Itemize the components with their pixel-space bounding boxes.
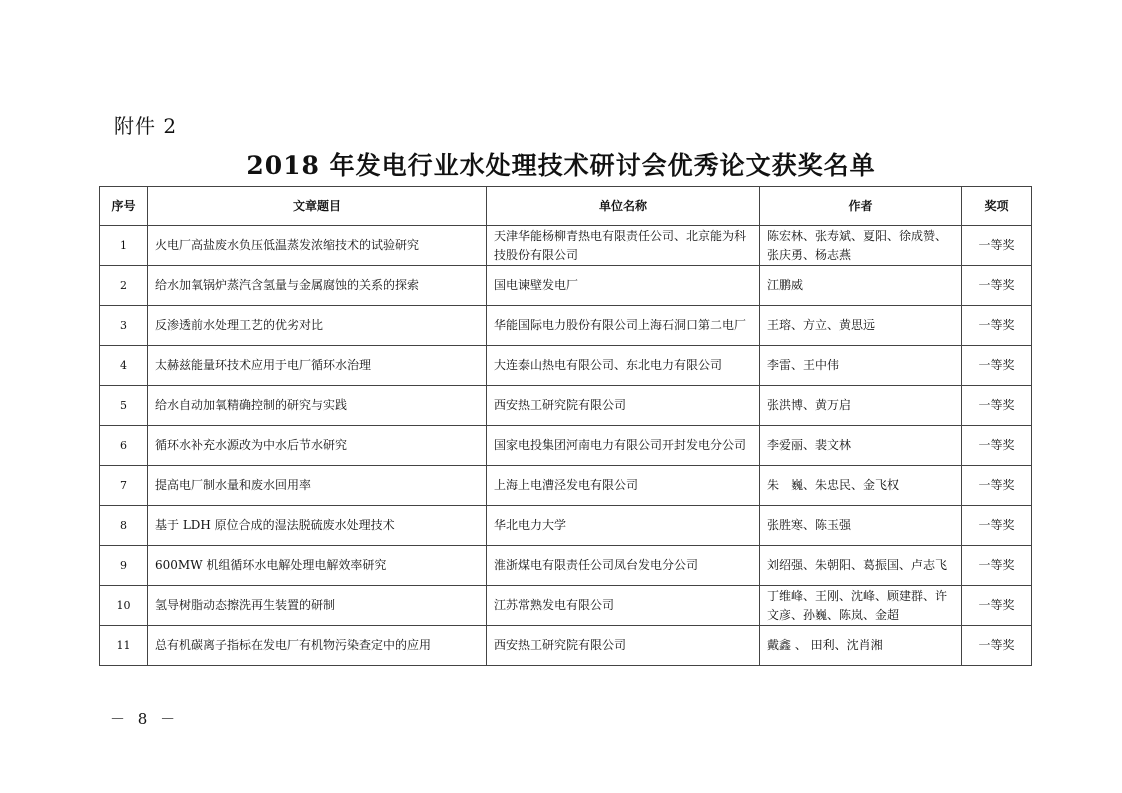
cell-award: 一等奖: [962, 426, 1032, 466]
cell-unit: 上海上电漕泾发电有限公司: [487, 466, 760, 506]
cell-no: 10: [100, 586, 148, 626]
cell-title: 给水加氧锅炉蒸汽含氢量与金属腐蚀的关系的探索: [148, 266, 487, 306]
cell-title: 提高电厂制水量和废水回用率: [148, 466, 487, 506]
cell-no: 8: [100, 506, 148, 546]
column-header-award: 奖项: [962, 187, 1032, 226]
cell-title: 太赫兹能量环技术应用于电厂循环水治理: [148, 346, 487, 386]
cell-award: 一等奖: [962, 626, 1032, 666]
cell-award: 一等奖: [962, 226, 1032, 266]
cell-authors: 王瑢、方立、黄思远: [760, 306, 962, 346]
cell-no: 1: [100, 226, 148, 266]
cell-award: 一等奖: [962, 306, 1032, 346]
cell-unit: 华北电力大学: [487, 506, 760, 546]
cell-title: 600MW 机组循环水电解处理电解效率研究: [148, 546, 487, 586]
cell-authors: 戴鑫 、 田利、沈肖湘: [760, 626, 962, 666]
cell-title: 总有机碳离子指标在发电厂有机物污染查定中的应用: [148, 626, 487, 666]
cell-no: 5: [100, 386, 148, 426]
cell-authors: 李爱丽、裴文林: [760, 426, 962, 466]
cell-unit: 华能国际电力股份有限公司上海石洞口第二电厂: [487, 306, 760, 346]
table-row: [100, 546, 1032, 586]
table-row: [100, 426, 1032, 466]
cell-title: 火电厂高盐废水负压低温蒸发浓缩技术的试验研究: [148, 226, 487, 266]
column-header-unit: 单位名称: [487, 187, 760, 226]
cell-authors: 张胜寒、陈玉强: [760, 506, 962, 546]
cell-authors: 刘绍强、朱朝阳、葛振国、卢志飞: [760, 546, 962, 586]
cell-unit: 天津华能杨柳青热电有限责任公司、北京能为科技股份有限公司: [487, 226, 760, 266]
column-header-authors: 作者: [760, 187, 962, 226]
cell-no: 11: [100, 626, 148, 666]
cell-unit: 西安热工研究院有限公司: [487, 386, 760, 426]
table-row: [100, 466, 1032, 506]
cell-unit: 江苏常熟发电有限公司: [487, 586, 760, 626]
cell-no: 4: [100, 346, 148, 386]
cell-award: 一等奖: [962, 466, 1032, 506]
table-row: [100, 266, 1032, 306]
cell-award: 一等奖: [962, 506, 1032, 546]
cell-award: 一等奖: [962, 386, 1032, 426]
table-row: [100, 626, 1032, 666]
cell-award: 一等奖: [962, 266, 1032, 306]
cell-unit: 淮浙煤电有限责任公司凤台发电分公司: [487, 546, 760, 586]
award-table: [99, 186, 1032, 666]
cell-award: 一等奖: [962, 546, 1032, 586]
cell-award: 一等奖: [962, 586, 1032, 626]
cell-title: 循环水补充水源改为中水后节水研究: [148, 426, 487, 466]
table-row: [100, 386, 1032, 426]
cell-no: 3: [100, 306, 148, 346]
cell-unit: 国电谏壁发电厂: [487, 266, 760, 306]
cell-no: 6: [100, 426, 148, 466]
attachment-label: 附件 2: [114, 114, 178, 138]
cell-authors: 丁维峰、王刚、沈峰、顾建群、许文彦、孙巍、陈岚、金超: [760, 586, 962, 626]
cell-authors: 李雷、王中伟: [760, 346, 962, 386]
cell-title: 基于 LDH 原位合成的湿法脱硫废水处理技术: [148, 506, 487, 546]
cell-title: 氢导树脂动态擦洗再生装置的研制: [148, 586, 487, 626]
cell-authors: 朱 巍、朱忠民、金飞权: [760, 466, 962, 506]
table-row: [100, 226, 1032, 266]
cell-no: 2: [100, 266, 148, 306]
table-row: [100, 506, 1032, 546]
cell-authors: 江鹏威: [760, 266, 962, 306]
cell-award: 一等奖: [962, 346, 1032, 386]
cell-authors: 陈宏林、张寿斌、夏阳、徐成赞、张庆勇、杨志燕: [760, 226, 962, 266]
cell-unit: 西安热工研究院有限公司: [487, 626, 760, 666]
column-header-title: 文章题目: [148, 187, 487, 226]
table-row: [100, 586, 1032, 626]
document-title: 2018 年发电行业水处理技术研讨会优秀论文获奖名单: [246, 151, 876, 180]
table-header-row: [100, 187, 1032, 226]
cell-unit: 国家电投集团河南电力有限公司开封发电分公司: [487, 426, 760, 466]
cell-authors: 张洪博、黄万启: [760, 386, 962, 426]
table-row: [100, 306, 1032, 346]
cell-title: 给水自动加氧精确控制的研究与实践: [148, 386, 487, 426]
page-number: － 8 －: [110, 710, 180, 728]
cell-no: 9: [100, 546, 148, 586]
cell-no: 7: [100, 466, 148, 506]
cell-unit: 大连泰山热电有限公司、东北电力有限公司: [487, 346, 760, 386]
table-row: [100, 346, 1032, 386]
cell-title: 反渗透前水处理工艺的优劣对比: [148, 306, 487, 346]
column-header-no: 序号: [100, 187, 148, 226]
